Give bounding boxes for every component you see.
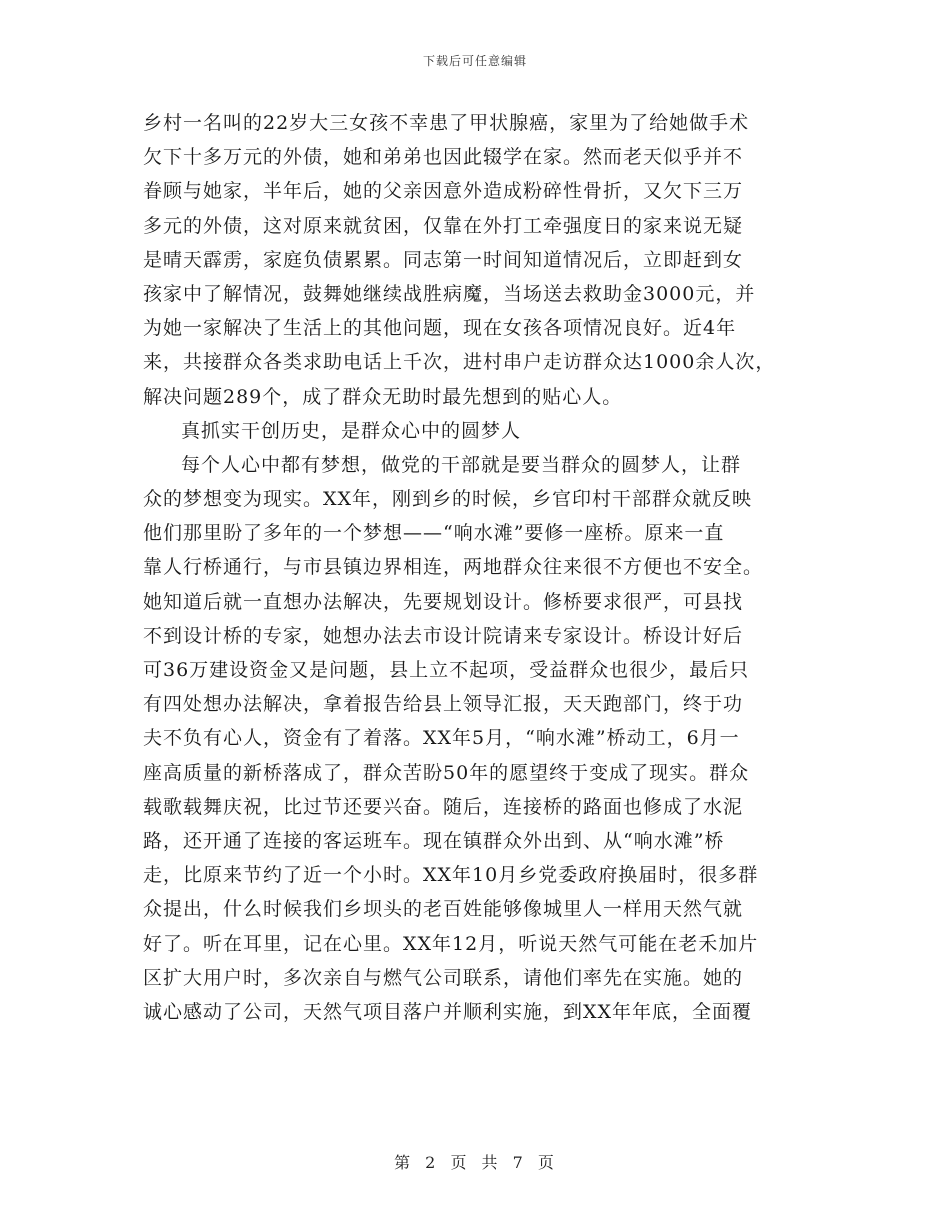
text-line: 来，共接群众各类求助电话上千次，进村串户走访群众达1000余人次， [143,351,776,374]
text-line: 欠下十多万元的外债，她和弟弟也因此辍学在家。然而老天似乎并不 [143,146,744,169]
page-number: 第 2 页 共 7 页 [394,1153,556,1172]
text-line: 乡村一名叫的22岁大三女孩不幸患了甲状腺癌，家里为了给她做手术 [143,112,750,134]
document-body [143,106,815,1029]
text-line: 每个人心中都有梦想，做党的干部就是要当群众的圆梦人，让群 [181,453,742,476]
text-line: 眷顾与她家，半年后，她的父亲因意外造成粉碎性骨折，又欠下三万 [143,180,744,203]
text-line: 走，比原来节约了近一个小时。XX年10月乡党委政府换届时，很多群 [143,864,759,887]
text-line: 靠人行桥通行，与市县镇边界相连，两地群众往来很不方便也不安全。 [143,556,764,579]
text-line: 载歌载舞庆祝，比过节还要兴奋。随后，连接桥的路面也修成了水泥 [143,795,744,818]
text-line: 可36万建设资金又是问题，县上立不起项，受益群众也很少，最后只 [143,659,750,681]
section-heading: 真抓实干创历史，是群众心中的圆梦人 [181,419,522,442]
text-line: 多元的外债，这对原来就贫困，仅靠在外打工牵强度日的家来说无疑 [143,214,744,237]
text-line: 众的梦想变为现实。XX年，刚到乡的时候，乡官印村干部群众就反映 [143,488,753,511]
text-line: 路，还开通了连接的客运班车。现在镇群众外出到、从“响水滩”桥 [143,829,725,852]
text-line: 不到设计桥的专家，她想办法去市设计院请来专家设计。桥设计好后 [143,624,744,647]
text-line: 是晴天霹雳，家庭负债累累。同志第一时间知道情况后，立即赶到女 [143,248,744,271]
text-line: 众提出，什么时候我们乡坝头的老百姓能够像城里人一样用天然气就 [143,898,744,921]
text-line: 有四处想办法解决，拿着报告给县上领导汇报，天天跑部门，终于功 [143,693,744,716]
text-line: 孩家中了解情况，鼓舞她继续战胜病魔，当场送去救助金3000元，并 [143,282,756,305]
text-line: 她知道后就一直想办法解决，先要规划设计。修桥要求很严，可县找 [143,590,744,613]
text-line: 诚心感动了公司，天然气项目落户并顺利实施，到XX年年底，全面覆 [143,1000,753,1023]
text-line: 座高质量的新桥落成了，群众苦盼50年的愿望终于变成了现实。群众 [143,761,750,784]
text-line: 夫不负有心人，资金有了着落。XX年5月，“响水滩”桥动工，6月一 [143,727,740,750]
text-line: 区扩大用户时，多次亲自与燃气公司联系，请他们率先在实施。她的 [143,966,744,989]
text-line: 好了。听在耳里，记在心里。XX年12月，听说天然气可能在老禾加片 [143,932,759,955]
text-line: 解决问题289个，成了群众无助时最先想到的贴心人。 [143,385,623,408]
text-line: 为她一家解决了生活上的其他问题，现在女孩各项情况良好。近4年 [143,317,737,340]
page-header: 下载后可任意编辑 [422,54,527,68]
text-line: 他们那里盼了多年的一个梦想——“响水滩”要修一座桥。原来一直 [143,522,725,545]
